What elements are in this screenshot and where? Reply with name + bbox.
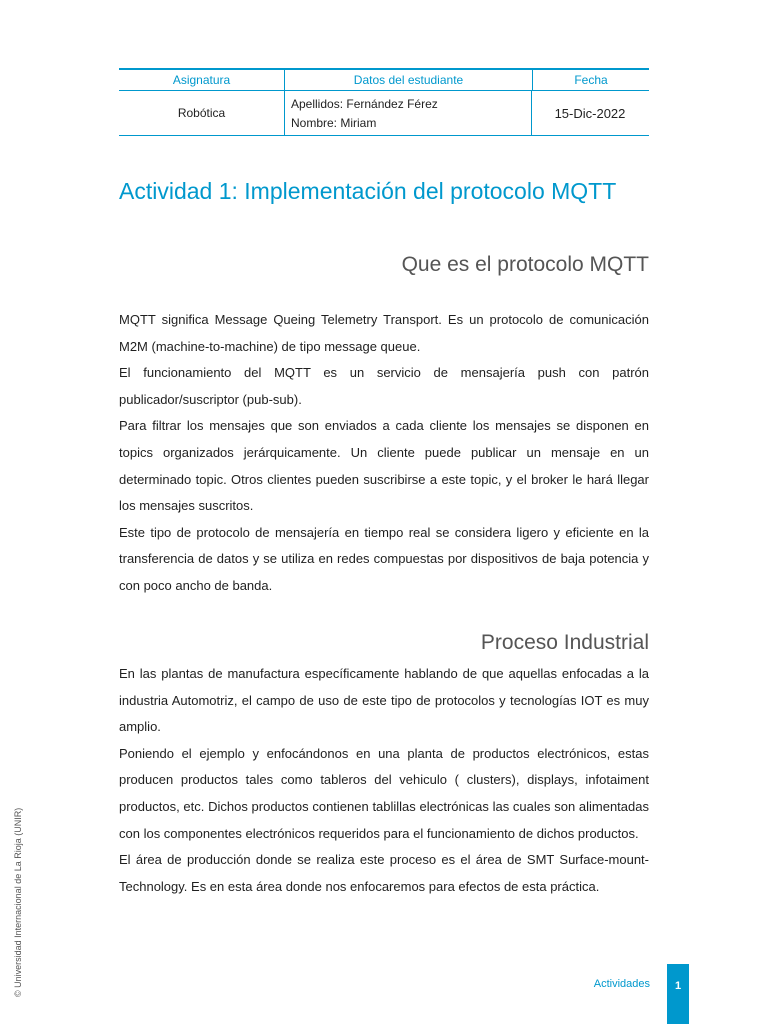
section-heading-mqtt: Que es el protocolo MQTT	[401, 253, 649, 276]
copyright-notice: © Universidad Internacional de La Rioja (UNIR)	[13, 807, 23, 997]
header-col-student: Datos del estudiante	[284, 70, 532, 90]
paragraph: MQTT significa Message Queing Telemetry Transport. Es un protocolo de comunicación M2M (machine-to-machine) de tipo message queue.	[119, 312, 649, 354]
header-col-date: Fecha	[532, 70, 649, 90]
paragraph: El área de producción donde se realiza este proceso es el área de SMT Surface-mount-Technology. Es en esta área donde nos enfocaremos para efectos de esta práctica.	[119, 852, 649, 894]
document-title: Actividad 1: Implementación del protocolo MQTT	[119, 178, 617, 204]
header-col-subject: Asignatura	[172, 73, 231, 87]
paragraph: Este tipo de protocolo de mensajería en tiempo real se considera ligero y eficiente en la transferencia de datos y se utiliza en redes compuestas por dispositivos de baja potencia y con poco ancho de banda.	[119, 524, 649, 593]
footer-label: Actividades	[593, 978, 650, 990]
student-name: Nombre: Miriam	[291, 115, 377, 130]
subject-value: Robótica	[177, 106, 226, 120]
section-body-mqtt	[119, 307, 649, 600]
student-data	[284, 91, 531, 135]
paragraph: El funcionamiento del MQTT es un servicio de mensajería push con patrón publicador/suscriptor (pub-sub).	[119, 365, 649, 407]
student-surname: Apellidos: Fernández Férez	[291, 96, 438, 111]
header-table-body	[119, 91, 649, 135]
page-number: 1	[667, 964, 689, 1024]
header-table-head	[119, 70, 649, 91]
section-heading-industrial: Proceso Industrial	[480, 631, 649, 654]
paragraph: Poniendo el ejemplo y enfocándonos en una planta de productos electrónicos, estas producen productos tales como tableros del vehiculo ( clusters), displays, infotaiment productos, etc. Dichos productos contienen tablillas electrónicas las cuales son alimentadas con los componentes electrónicos requeridos para el funcionamiento de dichos productos.	[119, 745, 649, 841]
paragraph: Para filtrar los mensajes que son enviados a cada cliente los mensajes se disponen en topics organizados jerárquicamente. Un cliente puede publicar un mensaje en un determinado topic. Otros clientes pueden suscribirse a este topic, y el broker le hará llegar los mensajes suscritos.	[119, 418, 649, 514]
section-body-industrial	[119, 661, 649, 900]
date-value: 15-Dic-2022	[531, 91, 648, 135]
paragraph: En las plantas de manufactura específicamente hablando de que aquellas enfocadas a la industria Automotriz, el campo de uso de este tipo de protocolos y tecnologías IOT es muy amplio.	[119, 666, 649, 735]
header-table	[119, 68, 649, 136]
